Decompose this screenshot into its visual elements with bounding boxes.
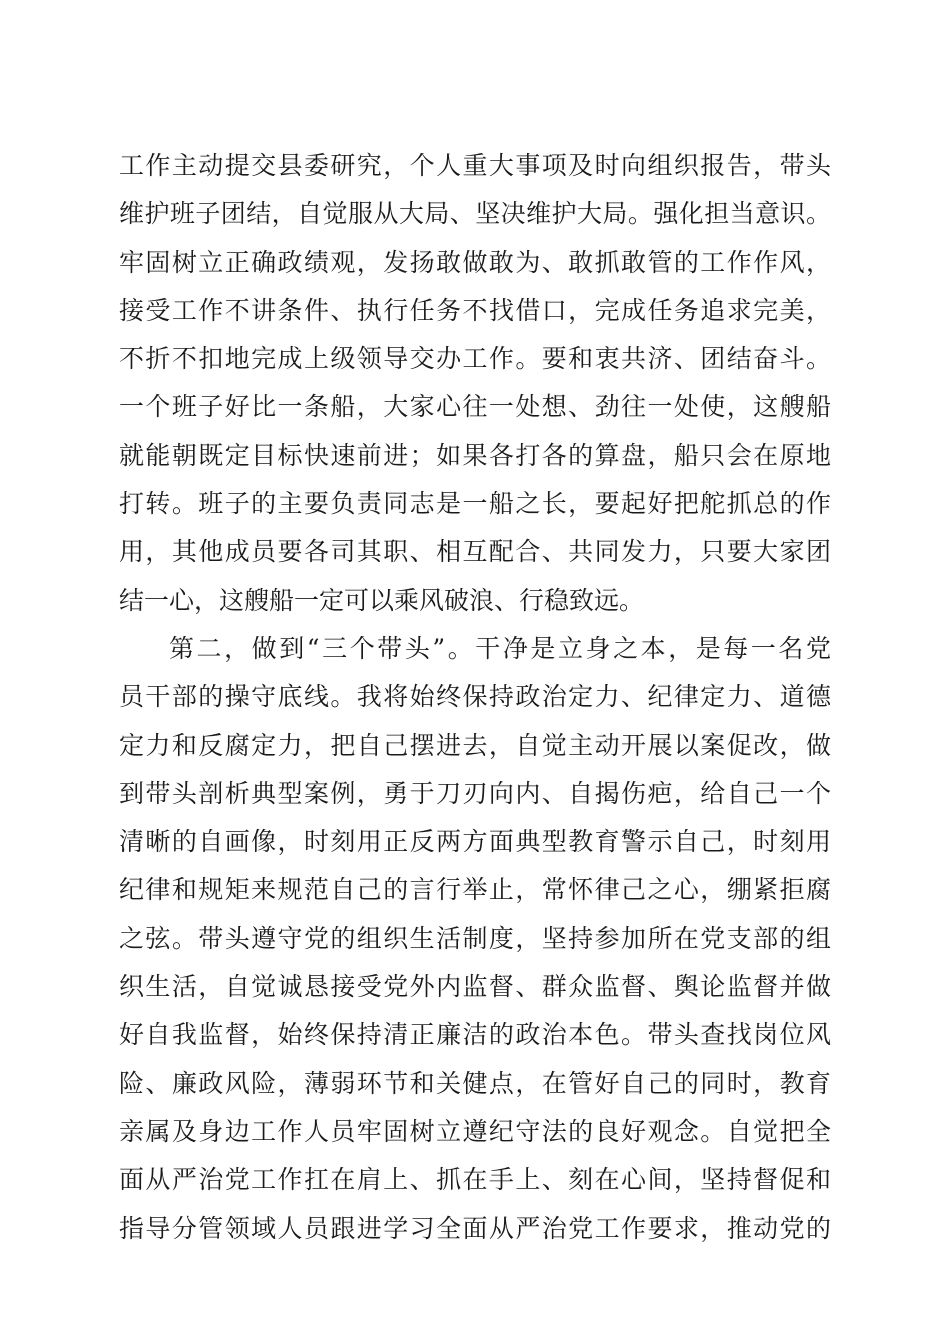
paragraph-2 (119, 625, 831, 1253)
text-line: 之弦。带头遵守党的组织生活制度，坚持参加所在党支部的组 (119, 923, 831, 953)
text-line: 工作主动提交县委研究，个人重大事项及时向组织报告，带头 (119, 151, 831, 180)
text-line: 结一心，这艘船一定可以乘风破浪、行稳致远。 (119, 585, 645, 615)
body-text (119, 142, 831, 1253)
paragraph-1 (119, 142, 831, 625)
text-line: 亲属及身边工作人员牢固树立遵纪守法的良好观念。自觉把全 (119, 1116, 831, 1146)
text-line: 第二，做到“三个带头”。干净是立身之本，是每一名党 (169, 633, 831, 663)
text-line: 指导分管领域人员跟进学习全面从严治党工作要求，推动党的 (119, 1213, 831, 1243)
text-line: 就能朝既定目标快速前进；如果各打各的算盘，船只会在原地 (119, 440, 831, 470)
text-line: 打转。班子的主要负责同志是一船之长，要起好把舵抓总的作 (119, 489, 831, 519)
text-line: 不折不扣地完成上级领导交办工作。要和衷共济、团结奋斗。 (119, 344, 831, 374)
text-line: 维护班子团结，自觉服从大局、坚决维护大局。强化担当意识。 (119, 199, 831, 229)
text-line: 清晰的自画像，时刻用正反两方面典型教育警示自己，时刻用 (119, 827, 831, 857)
text-line: 用，其他成员要各司其职、相互配合、共同发力，只要大家团 (119, 537, 831, 567)
text-line: 一个班子好比一条船，大家心往一处想、劲往一处使，这艘船 (119, 392, 831, 422)
text-line: 险、廉政风险，薄弱环节和关健点，在管好自己的同时，教育 (119, 1068, 831, 1098)
text-line: 面从严治党工作扛在肩上、抓在手上、刻在心间，坚持督促和 (119, 1165, 831, 1195)
text-line: 牢固树立正确政绩观，发扬敢做敢为、敢抓敢管的工作作风， (119, 247, 831, 277)
text-line: 接受工作不讲条件、执行任务不找借口，完成任务追求完美， (119, 295, 831, 325)
text-line: 织生活，自觉诚恳接受党外内监督、群众监督、舆论监督并做 (119, 972, 831, 1002)
text-line: 员干部的操守底线。我将始终保持政治定力、纪律定力、道德 (119, 682, 831, 712)
text-line: 好自我监督，始终保持清正廉洁的政治本色。带头查找岗位风 (119, 1020, 831, 1050)
text-line: 到带头剖析典型案例，勇于刀刃向内、自揭伤疤，给自己一个 (119, 778, 831, 808)
text-line: 定力和反腐定力，把自己摆进去，自觉主动开展以案促改，做 (119, 730, 831, 760)
text-line: 纪律和规矩来规范自己的言行举止，常怀律己之心，绷紧拒腐 (119, 875, 831, 905)
